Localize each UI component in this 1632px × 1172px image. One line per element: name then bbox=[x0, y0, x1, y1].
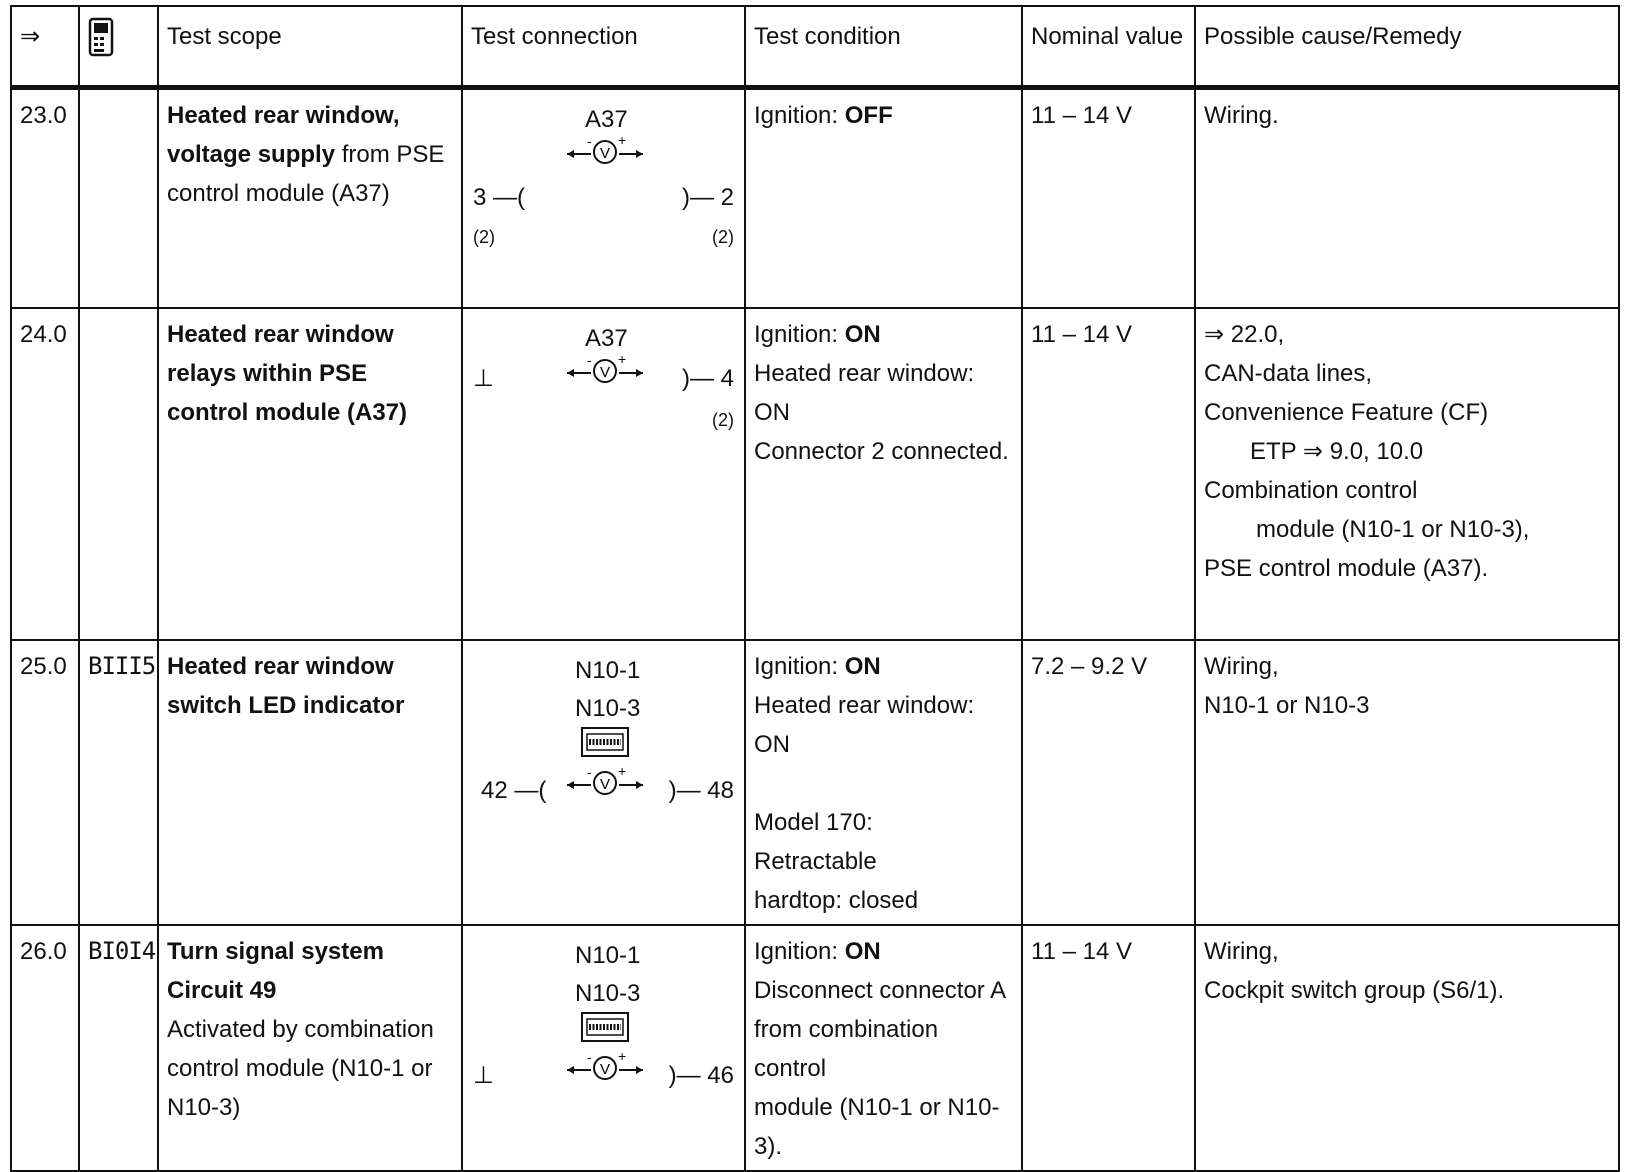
remedy: Wiring. bbox=[1195, 88, 1619, 309]
svg-text:+: + bbox=[618, 134, 627, 148]
test-scope-bold: Heated rear window, voltage supply bbox=[167, 102, 400, 168]
remedy-line: ⇒ 22.0, bbox=[1204, 321, 1285, 348]
condition-line: hardtop: closed bbox=[754, 887, 919, 914]
remedy-line: ETP ⇒ 9.0, 10.0 bbox=[1250, 438, 1424, 465]
right-pin: )— 46 bbox=[668, 1062, 734, 1089]
svg-text:-: - bbox=[587, 134, 592, 149]
remedy-line: module (N10-1 or N10-3), bbox=[1256, 516, 1530, 543]
right-connector: (2) bbox=[712, 227, 734, 247]
condition-line: Model 170: bbox=[754, 809, 873, 836]
step-number: 26.0 bbox=[11, 925, 79, 1171]
header-test-condition: Test condition bbox=[745, 6, 1022, 88]
right-pin: )— 4 bbox=[681, 365, 734, 392]
control-module-icon bbox=[581, 1012, 629, 1042]
handheld-tester-icon bbox=[88, 17, 114, 57]
voltmeter-icon bbox=[565, 1050, 645, 1080]
header-nominal-value: Nominal value bbox=[1022, 6, 1195, 88]
condition-line: Heated rear window: ON bbox=[754, 692, 975, 758]
condition-line: module (N10-1 or N10-3). bbox=[754, 1094, 1000, 1160]
test-code bbox=[79, 88, 158, 309]
remedy bbox=[1195, 925, 1619, 1171]
remedy-line: Wiring, bbox=[1204, 653, 1279, 680]
test-scope-bold: Heated rear window switch LED indicator bbox=[167, 653, 405, 719]
condition-line: from combination control bbox=[754, 1016, 939, 1082]
test-connection bbox=[462, 925, 745, 1171]
header-arrow: ⇒ bbox=[11, 6, 79, 88]
module-label: A37 bbox=[585, 106, 628, 133]
svg-text:+: + bbox=[618, 1050, 627, 1064]
remedy-line: PSE control module (A37). bbox=[1204, 555, 1489, 582]
voltmeter-icon bbox=[565, 765, 645, 795]
table-row bbox=[11, 640, 1619, 925]
left-pin: 42 —( bbox=[481, 777, 547, 804]
svg-text:V: V bbox=[599, 145, 611, 162]
test-condition: Ignition: ON Disconnect connector A from combination control module (N10-1 or N10-3). bbox=[745, 925, 1022, 1171]
voltmeter-icon bbox=[565, 353, 645, 383]
condition-value: OFF bbox=[844, 102, 893, 129]
svg-text:+: + bbox=[618, 765, 627, 779]
condition-value: ON bbox=[844, 321, 881, 348]
remedy-line: Cockpit switch group (S6/1). bbox=[1204, 977, 1505, 1004]
right-connector: (2) bbox=[712, 410, 734, 430]
test-scope-bold: Heated rear window relays within PSE control module (A37) bbox=[167, 321, 408, 426]
nominal-value: 7.2 – 9.2 V bbox=[1022, 640, 1195, 925]
nominal-value: 11 – 14 V bbox=[1022, 88, 1195, 309]
test-code: BIII5 bbox=[79, 640, 158, 925]
test-code bbox=[79, 308, 158, 640]
test-scope bbox=[158, 308, 462, 640]
svg-text:+: + bbox=[618, 353, 627, 367]
remedy bbox=[1195, 308, 1619, 640]
condition-value: ON bbox=[844, 653, 881, 680]
voltmeter-icon bbox=[565, 134, 645, 164]
test-scope-rest: from PSE control module (A37) bbox=[167, 141, 445, 207]
test-condition: Ignition: ON Heated rear window: ON Model 170: Retractable hardtop: closed bbox=[745, 640, 1022, 925]
ground-symbol: ⊥ bbox=[473, 365, 494, 392]
header-test-scope: Test scope bbox=[158, 6, 462, 88]
remedy-line: Wiring, bbox=[1204, 938, 1279, 965]
control-module-icon bbox=[581, 727, 629, 757]
condition-line: Disconnect connector A bbox=[754, 977, 1007, 1004]
diagnosis-table bbox=[10, 5, 1620, 1172]
module-label: N10-3 bbox=[575, 980, 641, 1007]
remedy bbox=[1195, 640, 1619, 925]
condition-value: ON bbox=[844, 938, 881, 965]
table-row bbox=[11, 925, 1619, 1171]
ground-symbol: ⊥ bbox=[473, 1062, 494, 1089]
test-connection bbox=[462, 308, 745, 640]
condition-line: Retractable bbox=[754, 848, 877, 875]
test-scope bbox=[158, 640, 462, 925]
test-connection bbox=[462, 88, 745, 309]
condition-line: Heated rear window: ON bbox=[754, 360, 975, 426]
table-row bbox=[11, 308, 1619, 640]
header-test-connection: Test connection bbox=[462, 6, 745, 88]
condition-line: Connector 2 connected. bbox=[754, 438, 1009, 465]
svg-text:V: V bbox=[599, 1061, 611, 1078]
test-code: BI0I4 bbox=[79, 925, 158, 1171]
svg-text:V: V bbox=[599, 776, 611, 793]
header-row bbox=[11, 6, 1619, 88]
table-row bbox=[11, 88, 1619, 309]
module-label: N10-1 bbox=[575, 942, 641, 969]
module-label: N10-3 bbox=[575, 695, 641, 722]
test-connection bbox=[462, 640, 745, 925]
step-number: 24.0 bbox=[11, 308, 79, 640]
module-label: N10-1 bbox=[575, 657, 641, 684]
svg-text:-: - bbox=[587, 353, 592, 368]
diagnosis-table-page bbox=[10, 5, 1618, 1160]
left-pin: 3 —( bbox=[473, 184, 526, 211]
remedy-line: Combination control bbox=[1204, 477, 1418, 504]
module-label: A37 bbox=[585, 325, 628, 352]
test-scope-bold: Turn signal system bbox=[167, 938, 384, 965]
test-condition: Ignition: OFF bbox=[745, 88, 1022, 309]
step-number: 23.0 bbox=[11, 88, 79, 309]
header-tester bbox=[79, 6, 158, 88]
svg-text:-: - bbox=[587, 765, 592, 780]
test-scope-bold: Circuit 49 bbox=[167, 977, 277, 1004]
remedy-line: Convenience Feature (CF) bbox=[1204, 399, 1489, 426]
step-number: 25.0 bbox=[11, 640, 79, 925]
right-pin: )— 48 bbox=[668, 777, 734, 804]
nominal-value: 11 – 14 V bbox=[1022, 308, 1195, 640]
left-connector: (2) bbox=[473, 227, 495, 247]
remedy-line: CAN-data lines, bbox=[1204, 360, 1373, 387]
remedy-line: N10-1 or N10-3 bbox=[1204, 692, 1370, 719]
svg-text:V: V bbox=[599, 364, 611, 381]
test-scope-rest: Activated by combination control module (N10-1 or N10-3) bbox=[167, 1016, 434, 1121]
test-scope bbox=[158, 925, 462, 1171]
right-pin: )— 2 bbox=[681, 184, 734, 211]
svg-text:-: - bbox=[587, 1050, 592, 1065]
test-scope bbox=[158, 88, 462, 309]
test-condition: Ignition: ON Heated rear window: ON Connector 2 connected. bbox=[745, 308, 1022, 640]
header-remedy: Possible cause/Remedy bbox=[1195, 6, 1619, 88]
nominal-value: 11 – 14 V bbox=[1022, 925, 1195, 1171]
